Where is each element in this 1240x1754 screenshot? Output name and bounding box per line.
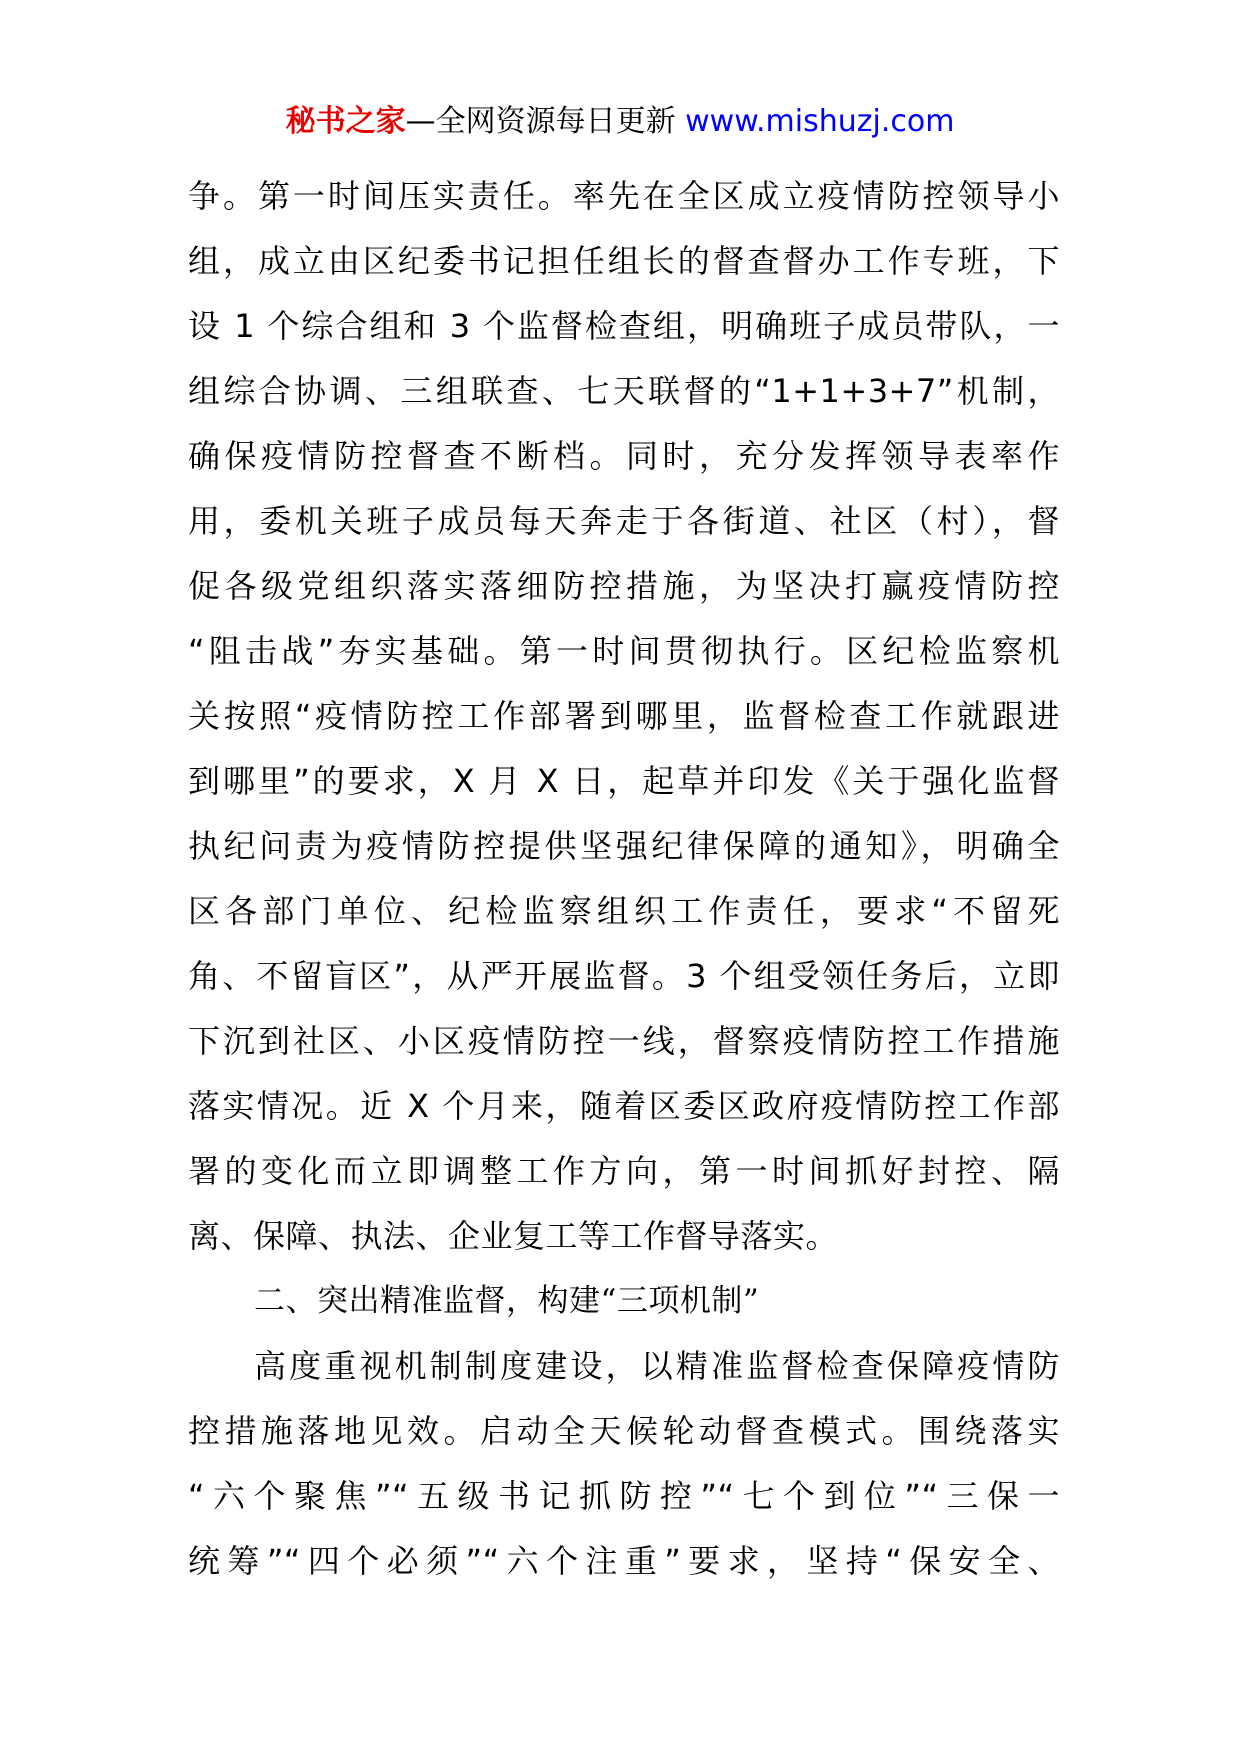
body-line: 区各部门单位、纪检监察组织工作责任，要求“不留死 (188, 892, 1060, 930)
body-line: 设 1 个综合组和 3 个监督检查组，明确班子成员带队，一 (188, 307, 1060, 345)
body-line: 角、不留盲区”，从严开展监督。3 个组受领任务后，立即 (188, 957, 1060, 995)
body-line: 署的变化而立即调整工作方向，第一时间抓好封控、隔 (188, 1152, 1060, 1190)
body-line: 用，委机关班子成员每天奔走于各街道、社区（村），督 (188, 502, 1060, 540)
body-line: 组综合协调、三组联查、七天联督的“1+1+3+7”机制， (188, 372, 1060, 410)
body-line: 关按照“疫情防控工作部署到哪里，监督检查工作就跟进 (188, 697, 1060, 735)
section-heading: 二、突出精准监督，构建“三项机制” (254, 1283, 760, 1319)
body-line: 确保疫情防控督查不断档。同时，充分发挥领导表率作 (188, 437, 1060, 475)
brand-name: 秘书之家 (285, 104, 406, 139)
body-line: “阻击战”夯实基础。第一时间贯彻执行。区纪检监察机 (188, 632, 1060, 670)
body-line: 落实情况。近 X 个月来，随着区委区政府疫情防控工作部 (188, 1087, 1060, 1125)
body-line: 到哪里”的要求，X 月 X 日，起草并印发《关于强化监督 (188, 762, 1060, 800)
body-line: 执纪问责为疫情防控提供坚强纪律保障的通知》，明确全 (188, 827, 1060, 865)
body-line: “六个聚焦”“五级书记抓防控”“七个到位”“三保一 (188, 1477, 1060, 1515)
body-line: 组，成立由区纪委书记担任组长的督查督办工作专班，下 (188, 242, 1060, 280)
body-line: 控措施落地见效。启动全天候轮动督查模式。围绕落实 (188, 1412, 1060, 1450)
site-url-link[interactable]: www.mishuzj.com (685, 104, 955, 139)
document-body (188, 164, 1060, 1594)
body-line: 争。第一时间压实责任。率先在全区成立疫情防控领导小 (188, 177, 1060, 215)
body-line: 促各级党组织落实落细防控措施，为坚决打赢疫情防控 (188, 567, 1060, 605)
site-header (0, 100, 1240, 144)
body-line: 统筹”“四个必须”“六个注重”要求，坚持“保安全、 (188, 1542, 1060, 1580)
body-line: 离、保障、执法、企业复工等工作督导落实。 (188, 1217, 839, 1255)
header-slogan: —全网资源每日更新 (405, 104, 686, 139)
body-line: 高度重视机制制度建设，以精准监督检查保障疫情防 (254, 1347, 1060, 1385)
body-line: 下沉到社区、小区疫情防控一线，督察疫情防控工作措施 (188, 1022, 1060, 1060)
